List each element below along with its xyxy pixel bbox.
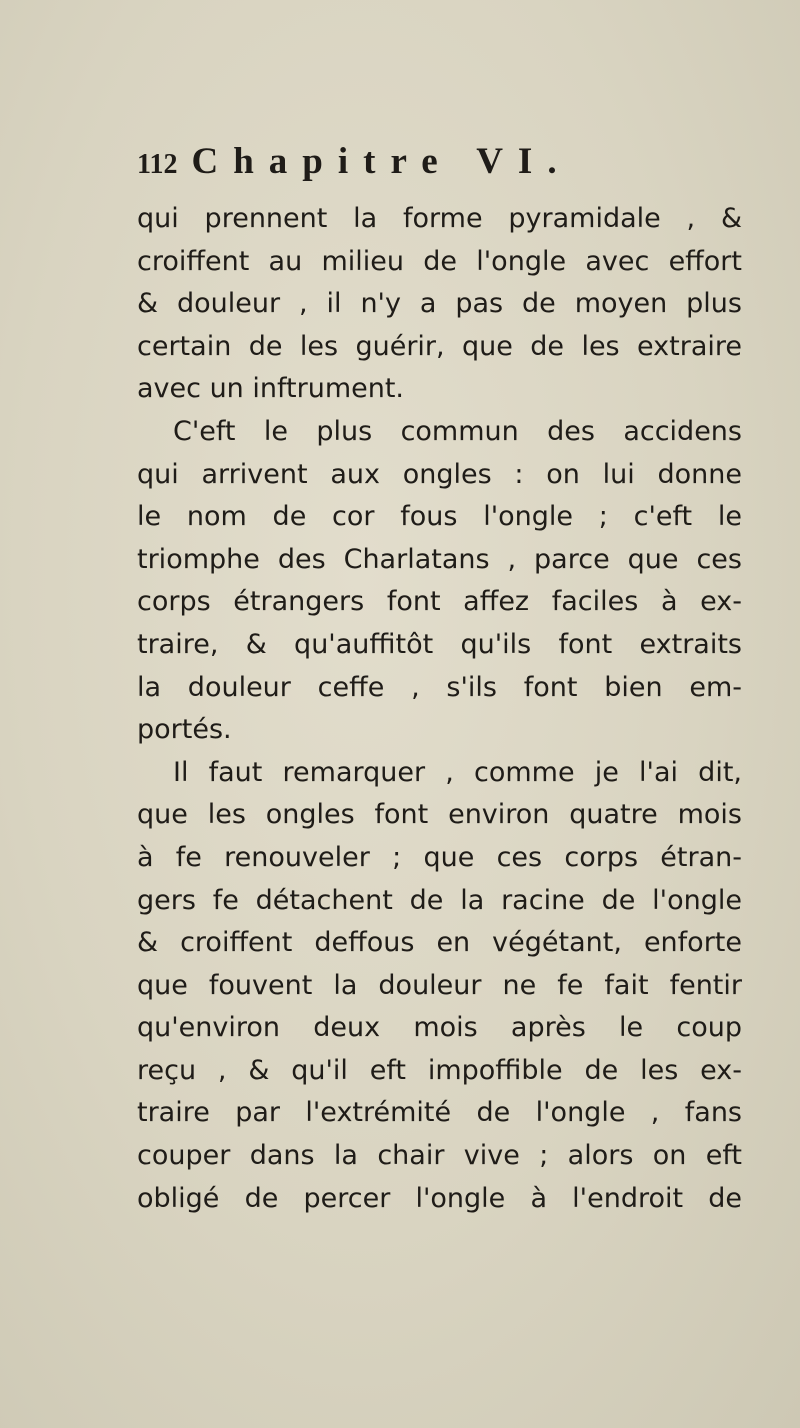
text-line: qui arrivent aux ongles : on lui donne [137, 458, 742, 490]
text-line: portés. [137, 714, 232, 746]
text-line: certain de les guérir, que de les extraire [137, 330, 742, 362]
text-line: que fouvent la douleur ne fe fait fentir [137, 969, 742, 1001]
text-line: le nom de cor fous l'ongle ; c'eft le [137, 501, 742, 533]
page-number: 112 [137, 149, 178, 180]
text-line: croiffent au milieu de l'ongle avec effort [137, 245, 742, 277]
text-line: & croiffent deffous en végétant, enforte [137, 927, 742, 959]
text-line: & douleur , il n'y a pas de moyen plus [137, 288, 742, 320]
page-header [137, 140, 737, 190]
text-line: qui prennent la forme pyramidale , & [137, 203, 742, 234]
text-line: traire, & qu'auffitôt qu'ils font extraits [137, 628, 742, 660]
running-head: Chapitre VI. [191, 141, 572, 182]
text-line: avec un inftrument. [137, 373, 405, 405]
text-line: C'eft le plus commun des accidens [173, 415, 742, 447]
text-line: à fe renouveler ; que ces corps étran- [137, 841, 742, 873]
text-line: reçu , & qu'il eft impoffible de les ex- [137, 1054, 742, 1086]
text-line: que les ongles font environ quatre mois [137, 799, 742, 831]
text-line: Il faut remarquer , comme je l'ai dit, [173, 756, 742, 788]
text-line: corps étrangers font affez faciles à ex- [137, 586, 742, 618]
text-line: la douleur ceffe , s'ils font bien em- [137, 671, 742, 703]
text-line: traire par l'extrémité de l'ongle , fans [137, 1097, 742, 1129]
text-line: obligé de percer l'ongle à l'endroit de [137, 1182, 742, 1214]
text-line: couper dans la chair vive ; alors on eft [137, 1140, 742, 1172]
text-line: qu'environ deux mois après le coup [137, 1012, 742, 1044]
body-text [137, 198, 742, 1220]
text-line: gers fe détachent de la racine de l'ongle [137, 884, 742, 916]
text-line: triomphe des Charlatans , parce que ces [137, 543, 742, 575]
